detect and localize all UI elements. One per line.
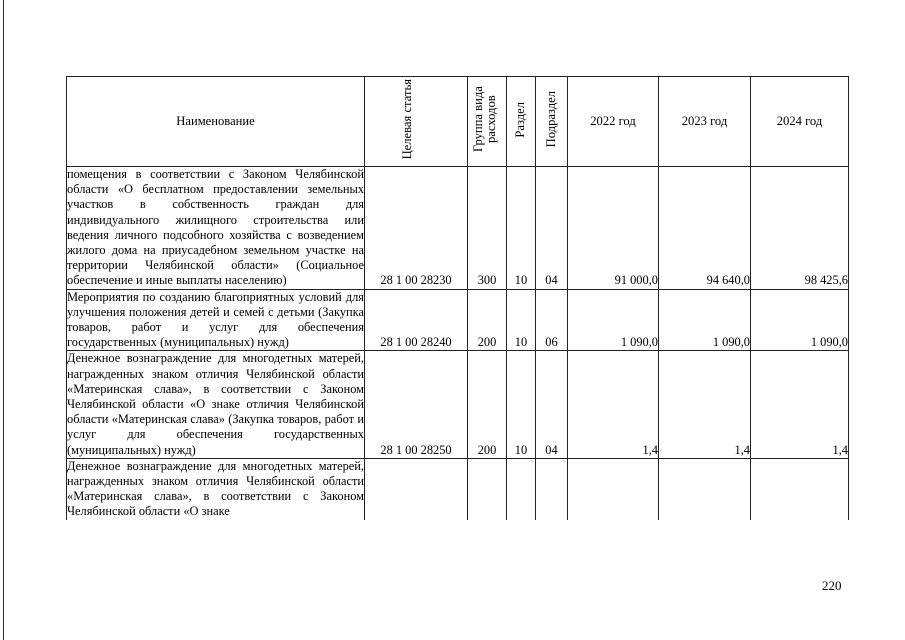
row-2022	[568, 458, 659, 519]
row-code: 28 1 00 28250	[365, 351, 468, 458]
row-name: помещения в соответствии с Законом Челябинской области «О бесплатном предоставлении земельных участков в собственность граждан для индивидуального жилищного строительства или ведения личного подсобного хозяйства с возведением жилого дома на приусадебном земельном участке на территории Челябинской области» (Социальное обеспечение и иные выплаты населению)	[67, 167, 364, 288]
row-section: 10	[507, 351, 536, 458]
header-name: Наименование	[67, 77, 365, 167]
row-2023: 1 090,0	[659, 289, 751, 351]
row-2022: 1 090,0	[568, 289, 659, 351]
table-row	[67, 289, 849, 351]
row-section: 10	[507, 167, 536, 290]
row-subsection	[536, 458, 568, 519]
table-row	[67, 351, 849, 458]
header-2023: 2023 год	[659, 77, 751, 167]
table-row	[67, 167, 849, 290]
row-name: Денежное вознаграждение для многодетных матерей, награжденных знаком отличия Челябинской области «Материнская слава», в соответствии с Законом Челябинской области «О знаке	[67, 458, 364, 519]
row-code	[365, 458, 468, 519]
row-name: Мероприятия по созданию благоприятных условий для улучшения положения детей и семей с детьми (Закупка товаров, работ и услуг для обеспечения государственных (муниципальных) нужд)	[67, 289, 364, 350]
budget-table	[66, 76, 849, 520]
row-2024: 1,4	[751, 351, 849, 458]
header-subsection-label: Подраздел	[543, 91, 558, 148]
row-group	[468, 458, 507, 519]
row-2022: 1,4	[568, 351, 659, 458]
row-subsection: 04	[536, 167, 568, 290]
row-subsection: 06	[536, 289, 568, 351]
row-group: 300	[468, 167, 507, 290]
page-number: 220	[822, 578, 842, 593]
header-target-label: Целевая статья	[400, 79, 414, 160]
table-header-row	[67, 77, 849, 167]
table-row	[67, 458, 849, 519]
row-section	[507, 458, 536, 519]
row-2024: 1 090,0	[751, 289, 849, 351]
header-subsection	[536, 77, 568, 167]
row-group: 200	[468, 289, 507, 351]
header-target	[365, 77, 468, 167]
header-2024: 2024 год	[751, 77, 849, 167]
row-subsection: 04	[536, 351, 568, 458]
row-code: 28 1 00 28230	[365, 167, 468, 290]
row-name: Денежное вознаграждение для многодетных матерей, награжденных знаком отличия Челябинской области «Материнская слава», в соответствии с Законом Челябинской области «О знаке отличия Челябинской области «Материнская слава» (Закупка товаров, работ и услуг для обеспечения государственных (муниципальных) нужд)	[67, 351, 364, 457]
header-2022: 2022 год	[568, 77, 659, 167]
row-group: 200	[468, 351, 507, 458]
header-group-label: Группа вида расходов	[471, 86, 499, 153]
header-group	[468, 77, 507, 167]
row-2023	[659, 458, 751, 519]
row-2024	[751, 458, 849, 519]
row-2024: 98 425,6	[751, 167, 849, 290]
row-2023: 1,4	[659, 351, 751, 458]
row-section: 10	[507, 289, 536, 351]
header-section-label: Раздел	[513, 101, 528, 138]
row-2022: 91 000,0	[568, 167, 659, 290]
page-margin-line	[3, 0, 4, 640]
row-code: 28 1 00 28240	[365, 289, 468, 351]
row-2023: 94 640,0	[659, 167, 751, 290]
header-section	[507, 77, 536, 167]
